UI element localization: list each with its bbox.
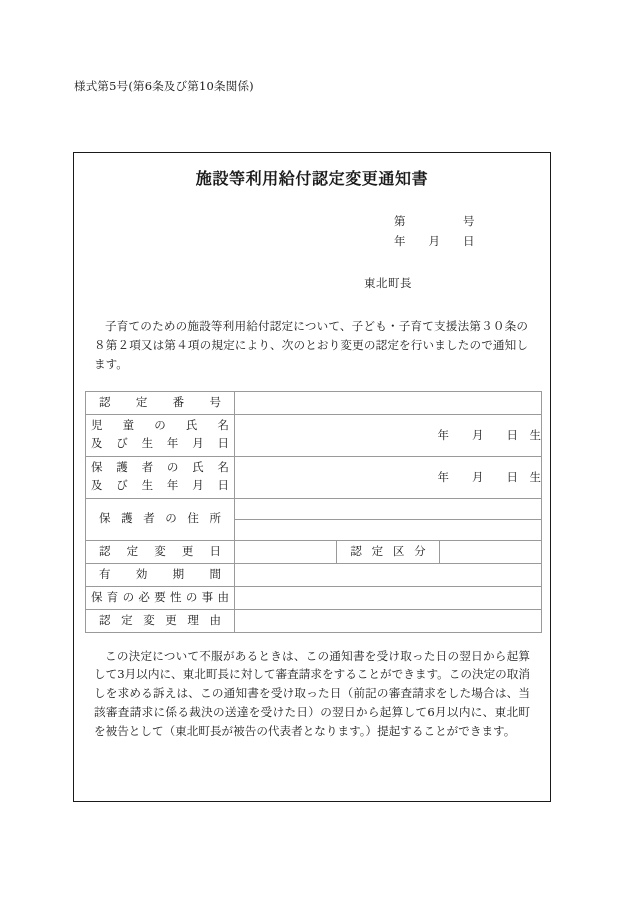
row-value-guardian-name-birth[interactable]: 年 月 日 生 bbox=[235, 456, 542, 498]
table-row-change-date bbox=[86, 540, 542, 563]
document-date-row bbox=[74, 231, 512, 251]
table-row-change-reason bbox=[86, 609, 542, 632]
table-row-valid-period bbox=[86, 563, 542, 586]
document-title: 施設等利用給付認定変更通知書 bbox=[195, 169, 429, 188]
row-value-valid-period[interactable] bbox=[235, 563, 542, 586]
document-meta-block bbox=[74, 211, 550, 251]
row-label-childcare-necessity-reason: 保育の必要性の事由 bbox=[86, 586, 235, 609]
row-label-change-date: 認定変更日 bbox=[86, 540, 235, 563]
document-date-line: 年 月 日 bbox=[394, 234, 475, 249]
row-value-change-reason[interactable] bbox=[235, 609, 542, 632]
row-label-valid-period: 有効期間 bbox=[86, 563, 235, 586]
row-value-certification-category[interactable] bbox=[439, 540, 541, 563]
row-label-child-name-birth: 児童の氏名 及び生年月日 bbox=[86, 414, 235, 456]
row-value-certification-number[interactable] bbox=[235, 391, 542, 414]
row-value-child-name-birth[interactable]: 年 月 日 生 bbox=[235, 414, 542, 456]
row-value-change-date[interactable] bbox=[235, 540, 337, 563]
row-value-childcare-necessity-reason[interactable] bbox=[235, 586, 542, 609]
table-row-guardian-address bbox=[86, 498, 542, 519]
row-label-guardian-address: 保護者の住所 bbox=[86, 498, 235, 540]
certification-details-table bbox=[85, 391, 542, 633]
table-row-guardian-name-birth bbox=[86, 456, 542, 498]
table-row-child-name-birth bbox=[86, 414, 542, 456]
document-number-line: 第 号 bbox=[394, 214, 475, 228]
row-value-guardian-address[interactable] bbox=[235, 498, 542, 519]
document-number-row bbox=[74, 211, 512, 231]
row-value-guardian-address-second[interactable] bbox=[235, 519, 542, 540]
row-label-certification-category: 認定区分 bbox=[337, 540, 439, 563]
row-label-change-reason: 認定変更理由 bbox=[86, 609, 235, 632]
intro-paragraph: 子育てのための施設等利用給付認定について、子ども・子育て支援法第３０条の８第２項又は第４項の規定により、次のとおり変更の認定を行いましたので通知します。 bbox=[94, 319, 528, 371]
closing-paragraph: この決定について不服があるときは、この通知書を受け取った日の翌日から起算して3月以内に、東北町長に対して審査請求をすることができます。この決定の取消しを求める訴えは、この通知書を受け取った日（前記の審査請求をした場合は、当該審査請求に係る裁決の送達を受けた日）の翌日から起算して6月以内に、東北町を被告として（東北町長が被告の代表者となります。）提起することができます。 bbox=[94, 648, 530, 738]
table-row-certification-number bbox=[86, 391, 542, 414]
form-code-label: 様式第5号(第6条及び第10条関係) bbox=[74, 79, 254, 93]
row-label-certification-number: 認定番号 bbox=[86, 391, 235, 414]
table-row-childcare-necessity-reason bbox=[86, 586, 542, 609]
notification-form-sheet bbox=[73, 152, 551, 802]
addressee-name: 東北町長 bbox=[364, 276, 412, 291]
row-label-guardian-name-birth: 保護者の氏名 及び生年月日 bbox=[86, 456, 235, 498]
